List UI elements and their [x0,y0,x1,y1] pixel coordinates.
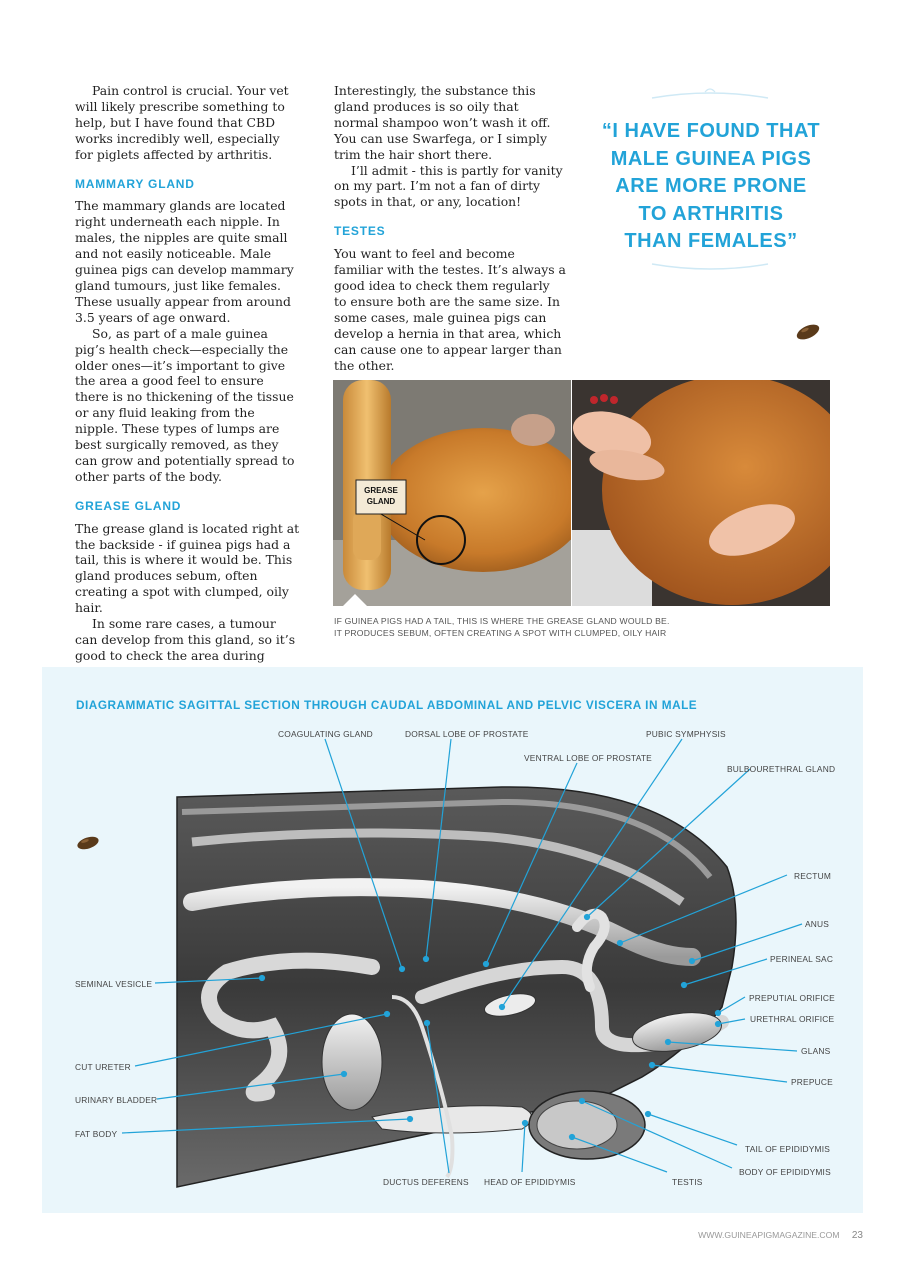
anatomy-illustration [42,667,863,1213]
label-cut-ureter: CUT URETER [75,1062,131,1072]
paragraph: You want to feel and become familiar with the testes. It’s always a good idea to check them regularly to ensure both are the same size. In some cases, male guinea pigs can develop a hernia in that area, which can cause one to appear larger than the other. [334,246,566,373]
label-urinary-bladder: URINARY BLADDER [75,1095,158,1105]
label-fat-body: FAT BODY [75,1129,118,1139]
photo-label-line: GREASE [364,486,398,495]
photo-grease-gland [333,380,571,606]
flourish-bottom-icon [650,260,770,276]
article-column-1 [75,83,301,680]
label-coagulating-gland: COAGULATING GLAND [278,729,373,739]
paragraph: I’ll admit - this is partly for vanity on my part. I’m not a fan of dirty spots in that, or any, location! [334,162,563,210]
flourish-top-icon [650,86,770,102]
paragraph: In some rare cases, a tumour can develop from this gland, so it’s good to check the area during [75,616,296,663]
quote-line: TO ARTHRITIS [638,202,784,225]
caption-line: IF GUINEA PIGS HAD A TAIL, THIS IS WHERE THE GREASE GLAND WOULD BE. [334,616,670,626]
quote-line: ARE MORE PRONE [615,175,807,197]
paragraph: So, as part of a male guinea pig’s health check—especially the older ones—it’s important to give the area a good feel to ensure there is no thickening of the tissue or any fluid leaking from the nipple. These types of lumps are best surgically removed, as they can grow and potentially spread to other parts of the body. [75,325,295,484]
quote-line: “I HAVE FOUND THAT [601,120,821,142]
paragraph: Interestingly, the substance this gland produces is so oily that normal shampoo won’t wash it off. You can use Swarfega, or I simply trim the hair short there. [334,83,551,162]
label-body-of-epididymis: BODY OF EPIDIDYMIS [739,1167,831,1177]
label-dorsal-lobe: DORSAL LOBE OF PROSTATE [405,729,529,739]
quote-line: MALE GUINEA PIGS [610,147,812,170]
label-head-of-epididymis: HEAD OF EPIDIDYMIS [484,1177,576,1187]
label-rectum: RECTUM [794,871,832,881]
quote-line: THAN FEMALES” [624,230,798,252]
label-urethral-orifice: URETHRAL ORIFICE [750,1014,835,1024]
label-preputial-orifice: PREPUTIAL ORIFICE [749,993,835,1003]
article-column-2 [334,83,566,373]
pellet-icon [792,322,824,342]
label-seminal-vesicle: SEMINAL VESICLE [75,979,153,989]
label-tail-of-epididymis: TAIL OF EPIDIDYMIS [745,1144,831,1154]
heading-grease-gland: GREASE GLAND [75,498,182,513]
pull-quote [596,118,826,256]
heading-testes: TESTES [334,224,386,239]
caption-line: IT PRODUCES SEBUM, OFTEN CREATING A SPOT WITH CLUMPED, OILY HAIR [334,627,667,638]
label-glans: GLANS [801,1046,831,1056]
photo-checking-guinea-pig [572,380,830,606]
label-ventral-lobe: VENTRAL LOBE OF PROSTATE [524,753,652,763]
anatomy-diagram-panel [42,667,863,1213]
heading-mammary-gland: MAMMARY GLAND [75,176,195,191]
page-number: 23 [851,1230,863,1241]
label-ductus-deferens: DUCTUS DEFERENS [383,1177,469,1187]
paragraph: The mammary glands are located right underneath each nipple. In males, the nipples are quite small and not easily noticeable. Male guinea pigs can develop mammary gland tumours, just like females. These usually appear from around 3.5 years of age onward. [75,198,294,325]
pellet-icon [74,834,102,852]
paragraph: Pain control is crucial. Your vet will likely prescribe something to help, but I have found that CBD works incredibly well, especially for piglets affected by arthritis. [75,83,289,162]
label-prepuce: PREPUCE [791,1077,833,1087]
page-footer [698,1230,863,1241]
label-pubic-symphysis: PUBIC SYMPHYSIS [646,729,726,739]
label-perineal-sac: PERINEAL SAC [770,954,834,964]
diagram-title: DIAGRAMMATIC SAGITTAL SECTION THROUGH CAUDAL ABDOMINAL AND PELVIC VISCERA IN MALE [76,698,698,712]
label-testis: TESTIS [672,1177,703,1187]
label-anus: ANUS [805,919,830,929]
paragraph: The grease gland is located right at the backside - if guinea pigs had a tail, this is where it would be. This gland produces sebum, often creating a spot with clumped, oily hair. [75,520,300,616]
label-bulbourethral-gland: BULBOURETHRAL GLAND [727,764,836,774]
footer-url[interactable]: WWW.GUINEAPIGMAGAZINE.COM [698,1230,840,1240]
photo-caption [334,616,694,639]
photo-label-line: GLAND [366,497,396,506]
